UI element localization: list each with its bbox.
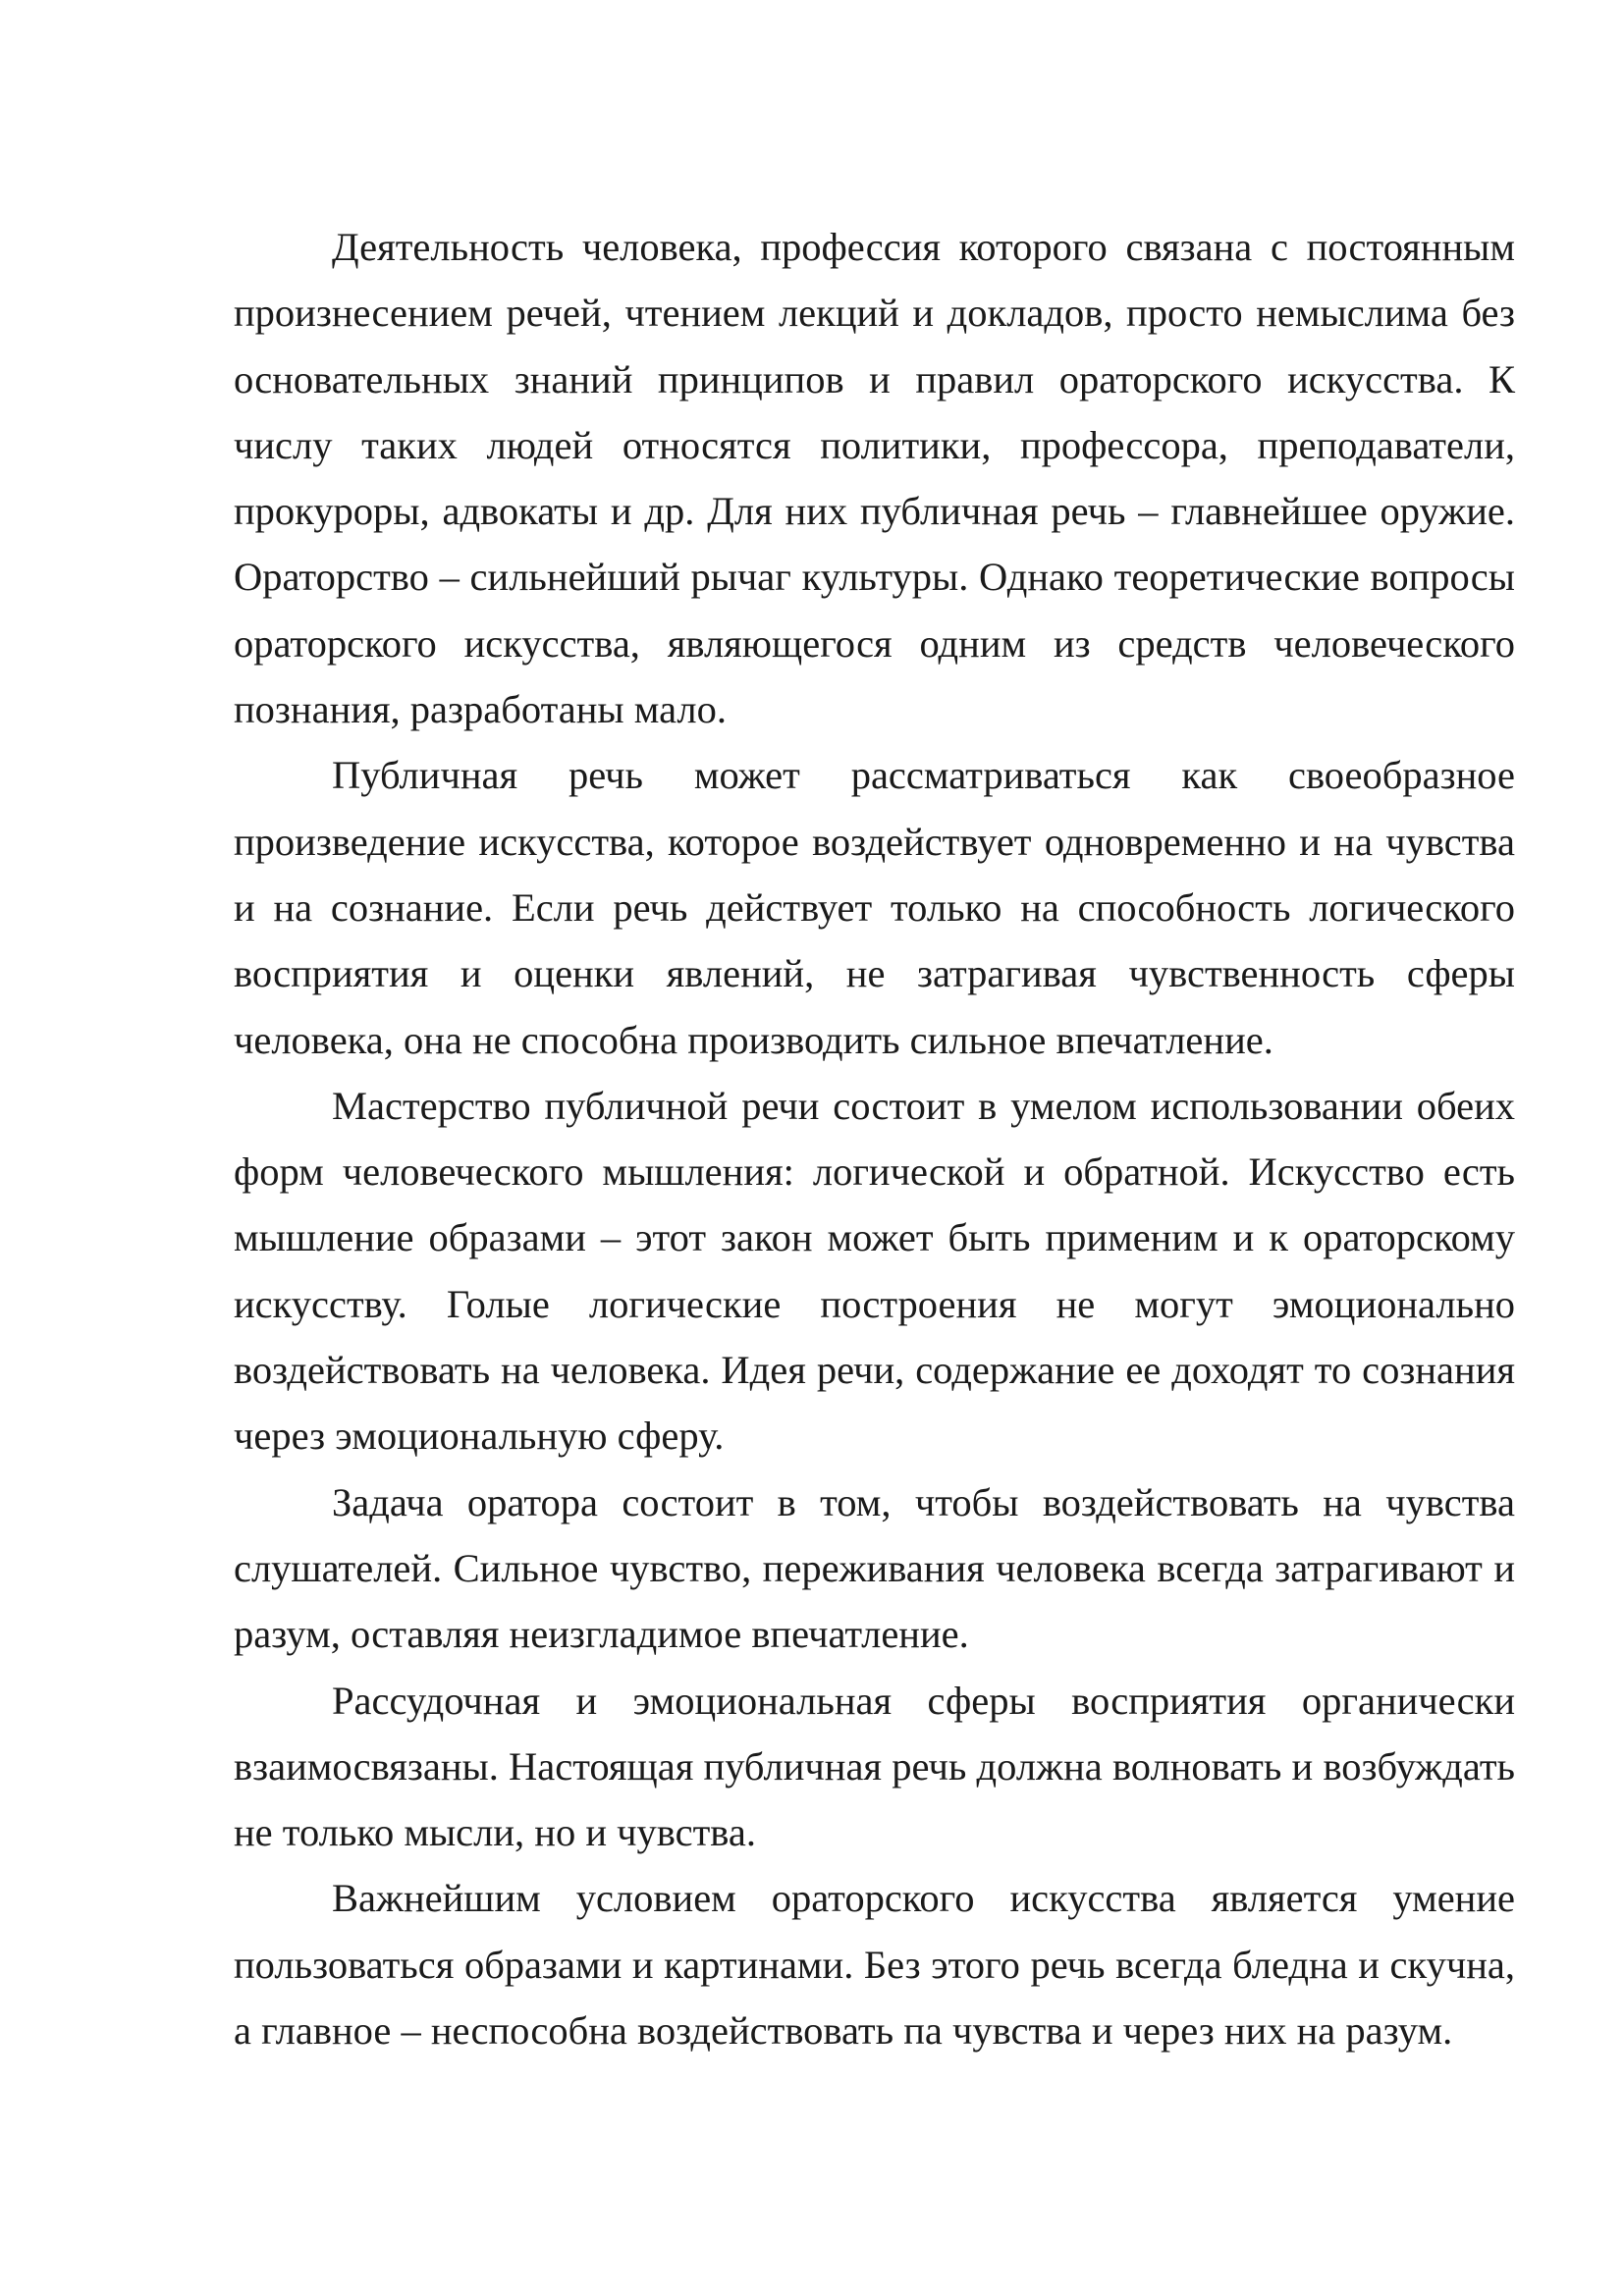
paragraph: Задача оратора состоит в том, чтобы воздействовать на чувства слушателей. Сильное чувство, переживания человека всегда затрагивают и разум, оставляя неизгладимое впечатление. [234,1479,1515,1657]
paragraph: Рассудочная и эмоциональная сферы восприятия органически взаимосвязаны. Настоящая публичная речь должна волновать и возбуждать не только мысли, но и чувства. [234,1678,1515,1855]
paragraph: Деятельность человека, профессия которого связана с постоянным произнесением речей, чтением лекций и докладов, просто немыслима без основательных знаний принципов и правил ораторского искусства. К числу таких людей относятся политики, профессора, преподаватели, прокуроры, адвокаты и др. Для них публичная речь – главнейшее оружие. Ораторство – сильнейший рычаг культуры. Однако теоретические вопросы ораторского искусства, являющегося одним из средств человеческого познания, разработаны мало. [234,225,1515,732]
paragraph: Публичная речь может рассматриваться как своеобразное произведение искусства, которое воздействует одновременно и на чувства и на сознание. Если речь действует только на способность логического восприятия и оценки явлений, не затрагивая чувственность сферы человека, она не способна производить сильное впечатление. [234,753,1515,1062]
paragraph: Мастерство публичной речи состоит в умелом использовании обеих форм человеческого мышления: логической и обратной. Искусство есть мышление образами – этот закон может быть применим и к ораторскому искусству. Голые логические построения не могут эмоционально воздействовать на человека. Идея речи, содержание ее доходят то сознания через эмоциональную сферу. [234,1083,1515,1459]
body-text [234,214,1515,2063]
paragraph: Важнейшим условием ораторского искусства является умение пользоваться образами и картинами. Без этого речь всегда бледна и скучна, а главное – неспособна воздействовать па чувства и через них на разум. [234,1876,1515,2054]
